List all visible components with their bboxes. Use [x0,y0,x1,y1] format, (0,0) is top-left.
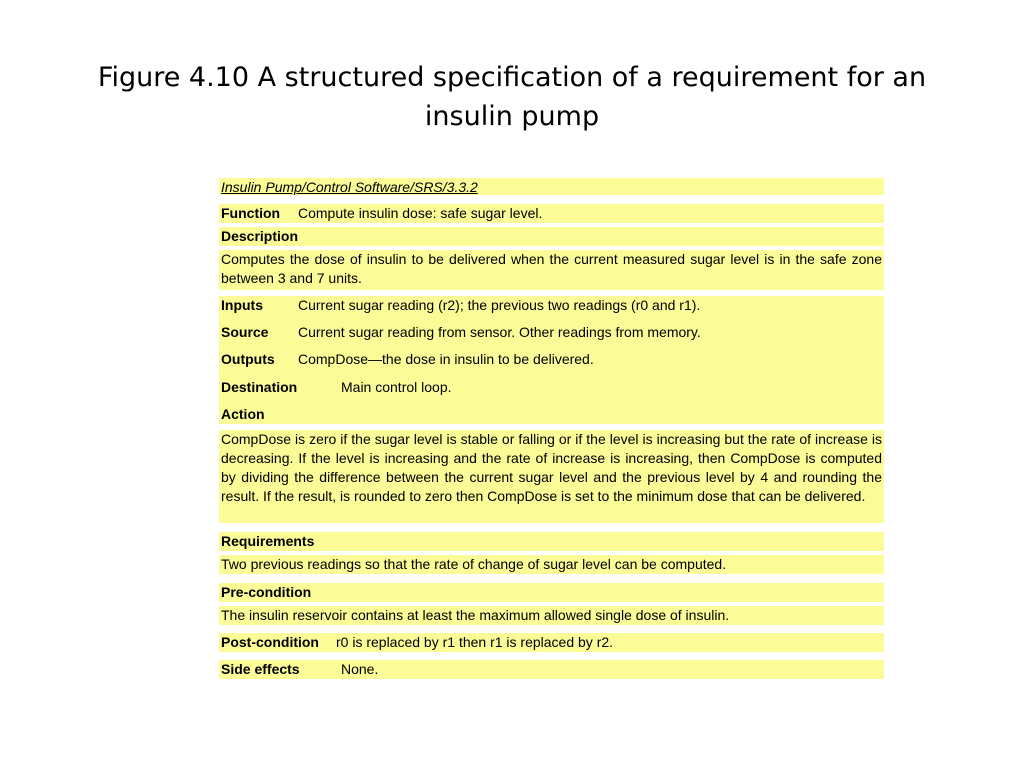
io-block [219,296,884,424]
sideeffects-value: None. [341,661,379,677]
function-label: Function [221,205,281,221]
description-text: Computes the dose of insulin to be delivered when the current measured sugar level is in the safe zone between 3 and 7 units. [219,250,884,290]
action-label: Action [221,406,265,422]
precondition-label-row [219,583,884,602]
function-value: Compute insulin dose: safe sugar level. [298,205,543,221]
requirements-label: Requirements [221,533,315,549]
destination-value: Main control loop. [341,379,452,395]
outputs-label: Outputs [221,351,275,367]
action-text: CompDose is zero if the sugar level is stable or falling or if the level is increasing but the rate of increase is decreasing. If the level is increasing and the rate of increase is increasing, then CompDose is computed by dividing the difference between the current sugar level and the previous level by 4 and rounding the result. If the result, is rounded to zero then CompDose is set to the minimum dose that can be delivered. [219,430,884,523]
postcondition-label: Post-condition [221,634,319,650]
inputs-value: Current sugar reading (r2); the previous two readings (r0 and r1). [298,297,701,313]
requirements-text: Two previous readings so that the rate of change of sugar level can be computed. [219,555,884,574]
precondition-text: The insulin reservoir contains at least the maximum allowed single dose of insulin. [219,606,884,625]
source-label: Source [221,324,269,340]
function-row [219,204,884,223]
requirements-label-row [219,532,884,551]
slide-title: Figure 4.10 A structured specification of a requirement for an insulin pump [97,62,927,132]
sideeffects-row [219,660,884,679]
postcondition-row [219,633,884,652]
inputs-label: Inputs [221,297,263,313]
spec-header-path: Insulin Pump/Control Software/SRS/3.3.2 [219,178,884,195]
source-value: Current sugar reading from sensor. Other readings from memory. [298,324,701,340]
precondition-label: Pre-condition [221,584,312,600]
outputs-value: CompDose—the dose in insulin to be delivered. [298,351,594,367]
description-label: Description [221,228,299,244]
destination-label: Destination [221,379,298,395]
description-label-row [219,227,884,246]
sideeffects-label: Side effects [221,661,300,677]
postcondition-value: r0 is replaced by r1 then r1 is replaced by r2. [336,634,614,650]
